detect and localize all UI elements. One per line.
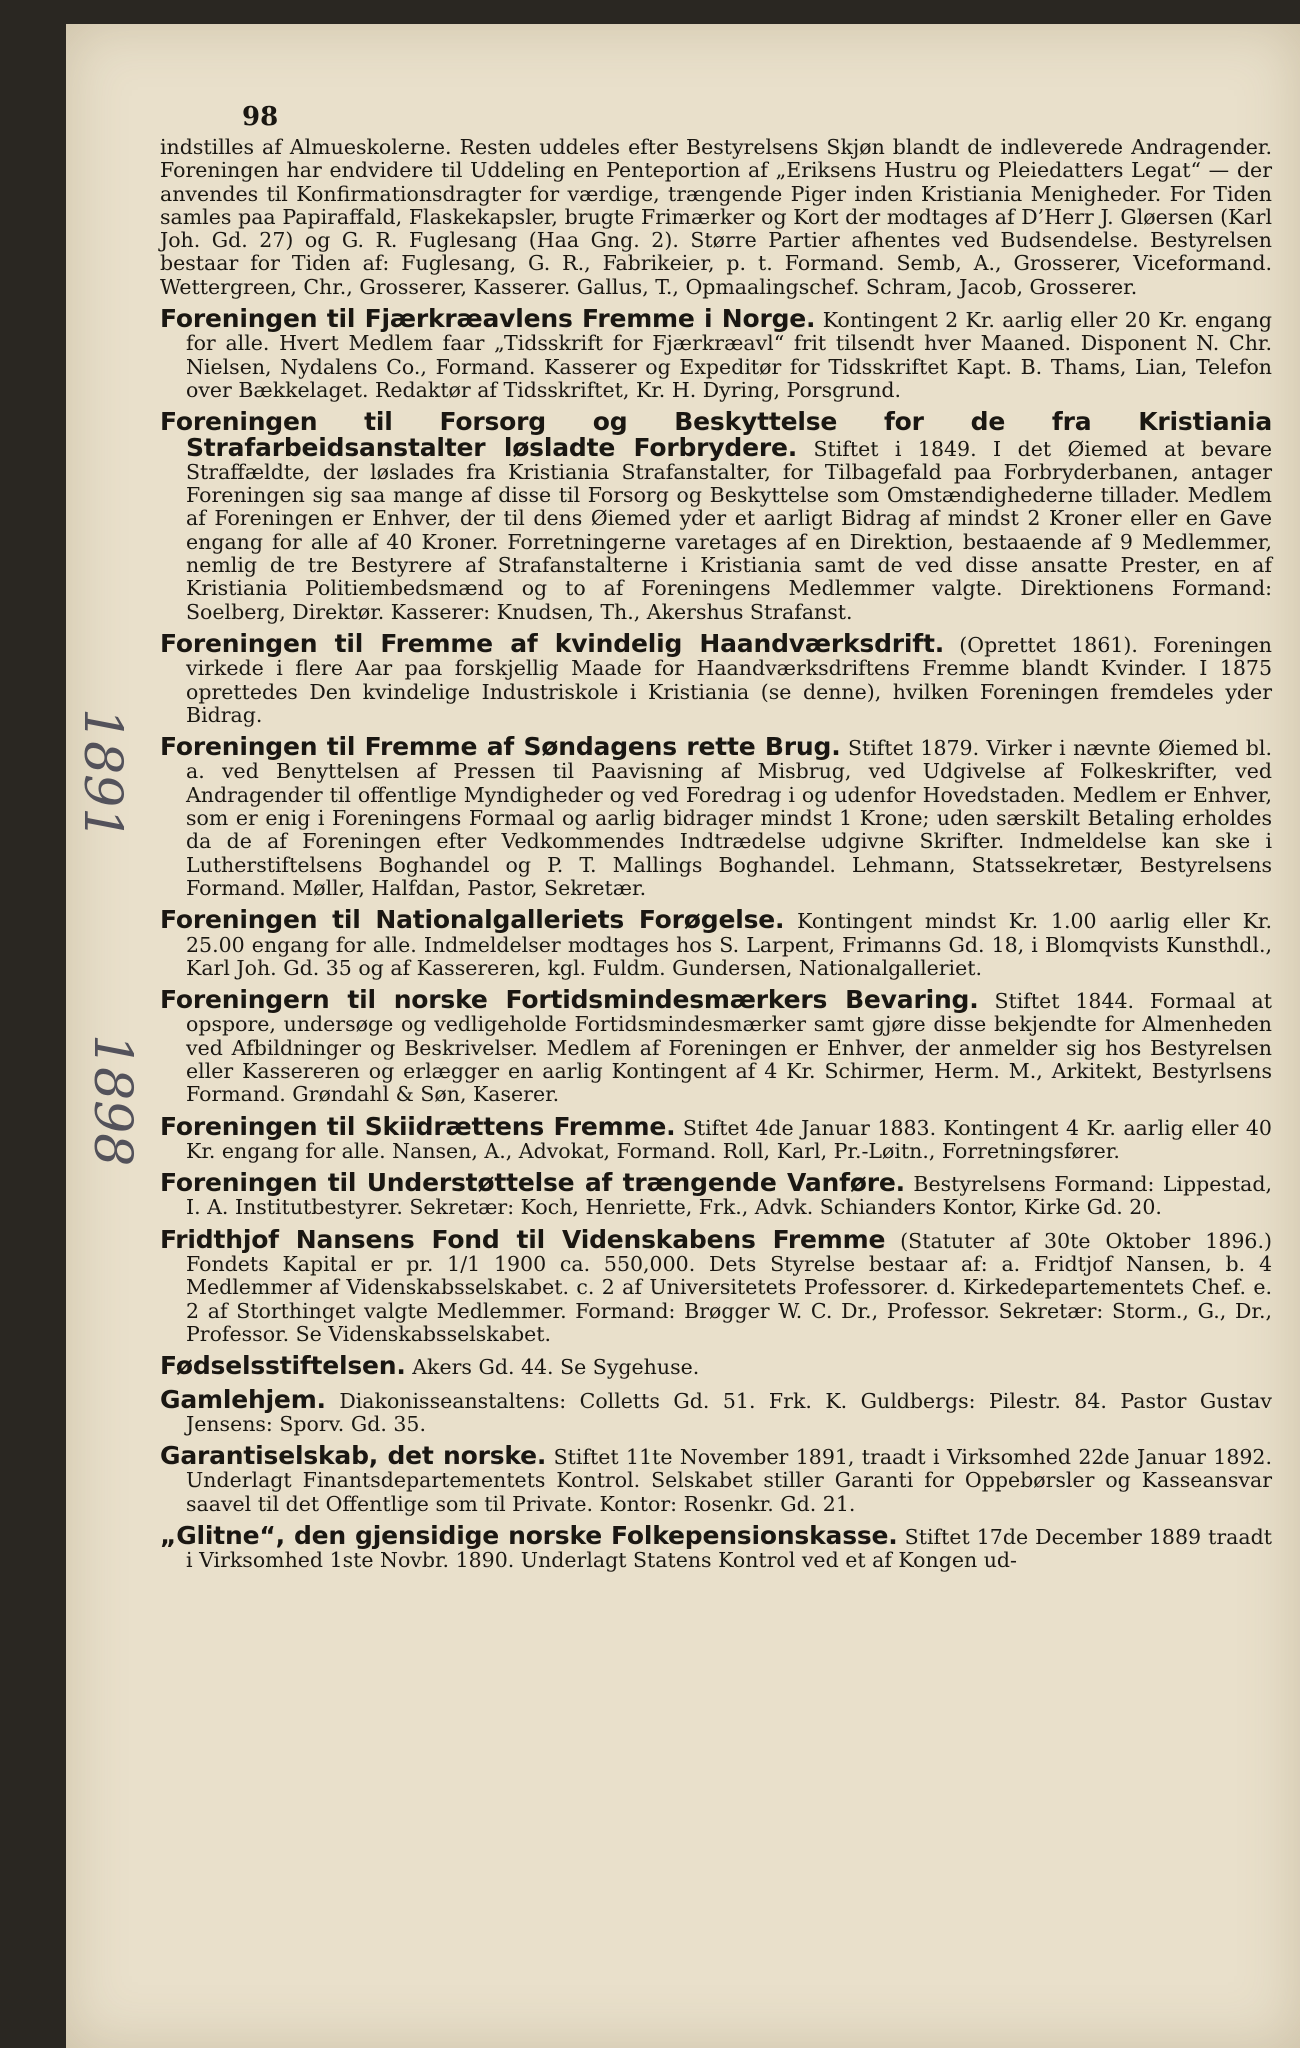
directory-entry	[160, 1111, 1272, 1164]
entry-continuation	[160, 136, 1272, 299]
entry-title: Foreningern til norske Fortidsmindesmærkers Bevaring.	[160, 985, 979, 1015]
directory-entry	[160, 732, 1272, 900]
entry-body: Stiftet 11te November 1891, traadt i Virksomhed 22de Januar 1892. Underlagt Finantsdepartementets Kontrol. Selskabet stiller Garanti for Oppebørsler og Kasseansvar saavel til det Offentlige som til Private. Kontor: Rosenkr. Gd. 21.	[186, 1445, 1272, 1516]
entry-title: Foreningen til Fremme af Søndagens rette Brug.	[160, 732, 841, 762]
entry-body: Stiftet 4de Januar 1883. Kontingent 4 Kr. aarlig eller 40 Kr. engang for alle. Nansen, A., Advokat, Formand. Roll, Karl, Pr.-Løitn., Forretningsfører.	[186, 1115, 1272, 1163]
entry-title: Garantiselskab, det norske.	[160, 1441, 547, 1471]
entry-title: Fødselsstiftelsen.	[160, 1351, 406, 1381]
entry-title: Foreningen til Fjærkræavlens Fremme i Norge.	[160, 304, 816, 334]
directory-entry	[160, 628, 1272, 727]
entry-body: Stiftet 1844. Formaal at opspore, undersøge og vedligeholde Fortidsmindesmærker samt gjøre disse bekjendte for Almenheden ved Afbildninger og Beskrivelser. Medlem af Foreningen er Enhver, der anmelder sig hos Bestyrelsen eller Kassereren og erlægger en aarlig Kontingent af 4 Kr. Schirmer, Herm. M., Arkitekt, Bestyrlsens Formand. Grøndahl & Søn, Kaserer.	[186, 989, 1272, 1107]
entry-title: Foreningen til Understøttelse af trængende Vanføre.	[160, 1168, 905, 1198]
entry-title: Foreningen til Skiidrættens Fremme.	[160, 1111, 676, 1141]
entry-body: (Statuter af 30te Oktober 1896.) Fondets Kapital er pr. 1/1 1900 ca. 550,000. Dets Styrelse bestaar af: a. Fridtjof Nansen, b. 4 Medlemmer af Videnskabsselskabet. c. 2 af Universitetets Professorer. d. Kirkedepartementets Chef. e. 2 af Storthinget valgte Medlemmer. Formand: Brøgger W. C. Dr., Professor. Sekretær: Storm., G., Dr., Professor. Se Videnskabsselskabet.	[186, 1228, 1272, 1346]
entry-body: indstilles af Almueskolerne. Resten uddeles efter Bestyrelsens Skjøn blandt de indleverede Andragender. Foreningen har endvidere til Uddeling en Penteportion af „Eriksens Hustru og Pleiedatters Legat“ — der anvendes til Konfirmationsdragter for værdige, trængende Piger inden Kristiania Menigheder. For Tiden samles paa Papiraffald, Flaskekapsler, brugte Frimærker og Kort der modtages af D’Herr J. Gløersen (Karl Joh. Gd. 27) og G. R. Fuglesang (Haa Gng. 2). Større Partier afhentes ved Budsendelse. Bestyrelsen bestaar for Tiden af: Fuglesang, G. R., Fabrikeier, p. t. Formand. Semb, A., Grosserer, Viceformand. Wettergreen, Chr., Grosserer, Kasserer. Gallus, T., Opmaalingschef. Schram, Jacob, Grosserer.	[160, 135, 1272, 299]
handwritten-annotation: 1898	[82, 1034, 142, 1167]
directory-entry	[160, 407, 1272, 624]
entry-body: (Oprettet 1861). Foreningen virkede i flere Aar paa forskjellig Maade for Haandværksdriftens Fremme blandt Kvinder. I 1875 oprettedes Den kvindelige Industriskole i Kristiania (se denne), hvilken Foreningen fremdeles yder Bidrag.	[186, 632, 1272, 727]
entry-body: Stiftet i 1849. I det Øiemed at bevare Straffældte, der løslades fra Kristiania Strafanstalter, for Tilbagefald paa Forbryderbanen, antager Foreningen sig saa mange af disse til Forsorg og Beskyttelse som Omstændighederne tillader. Medlem af Foreningen er Enhver, der til dens Øiemed yder et aarligt Bidrag af mindst 2 Kroner eller en Gave engang for alle af 40 Kroner. Forretningerne varetages af en Direktion, bestaaende af 9 Medlemmer, nemlig de tre Bestyrere af Strafanstalterne i Kristiania samt de ved disse ansatte Prester, en af Kristiania Politiembedsmænd og to af Foreningens Medlemmer valgte. Direktionens Formand: Soelberg, Direktør. Kasserer: Knudsen, Th., Akershus Strafanst.	[186, 436, 1272, 624]
entry-title: Foreningen til Nationalgalleriets Forøgelse.	[160, 905, 785, 935]
directory-entry	[160, 905, 1272, 980]
directory-entry	[160, 1168, 1272, 1220]
directory-entry	[160, 1351, 1272, 1381]
entry-body: Bestyrelsens Formand: Lippestad, I. A. Institutbestyrer. Sekretær: Koch, Henriette, Frk., Advk. Schianders Kontor, Kirke Gd. 20.	[186, 1172, 1272, 1220]
entry-body: Kontingent mindst Kr. 1.00 aarlig eller Kr. 25.00 engang for alle. Indmeldelser modtages hos S. Larpent, Frimanns Gd. 18, i Blomqvists Kunsthdl., Karl Joh. Gd. 35 og af Kassereren, kgl. Fuldm. Gundersen, Nationalgalleriet.	[186, 909, 1272, 980]
directory-entry	[160, 1384, 1272, 1437]
directory-entry	[160, 304, 1272, 402]
entry-body: Stiftet 1879. Virker i nævnte Øiemed bl. a. ved Benyttelsen af Pressen til Paavisning af Misbrug, ved Udgivelse af Folkeskrifter, ved Andragender til offentlige Myndigheder og ved Foredrag i og udenfor Hovedstaden. Medlem er Enhver, som er enig i Foreningens Formaal og aarlig bidrager mindst 1 Krone; uden særskilt Betaling erholdes da de af Foreningen efter Vedkommendes Indtrædelse udgivne Skrifter. Indmeldelse kan ske i Lutherstiftelsens Boghandel og P. T. Mallings Boghandel. Lehmann, Statssekretær, Bestyrelsens Formand. Møller, Halfdan, Pastor, Sekretær.	[186, 736, 1272, 900]
page-number: 98	[242, 102, 279, 132]
entry-body: Kontingent 2 Kr. aarlig eller 20 Kr. engang for alle. Hvert Medlem faar „Tidsskrift for Fjærkræavl“ frit tilsendt hver Maaned. Disponent N. Chr. Nielsen, Nydalens Co., Formand. Kasserer og Expeditør for Tidsskriftet Kapt. B. Thams, Lian, Telefon over Bækkelaget. Redaktør af Tidsskriftet, Kr. H. Dyring, Porsgrund.	[186, 308, 1272, 402]
directory-entry	[160, 1521, 1272, 1573]
entry-body: Diakonisseanstaltens: Colletts Gd. 51. Frk. K. Guldbergs: Pilestr. 84. Pastor Gustav Jensens: Sporv. Gd. 35.	[186, 1388, 1272, 1436]
handwritten-annotation: 1891	[72, 708, 132, 841]
directory-entry	[160, 1441, 1272, 1516]
entry-title: Foreningen til Forsorg og Beskyttelse for de fra Kristiania Strafarbeidsanstalter løsladte Forbrydere.	[160, 407, 1272, 462]
text-column	[160, 136, 1272, 1581]
entry-body: Akers Gd. 44. Se Sygehuse.	[412, 1355, 700, 1380]
entry-title: Gamlehjem.	[160, 1384, 326, 1414]
entry-body: Stiftet 17de December 1889 traadt i Virksomhed 1ste Novbr. 1890. Underlagt Statens Kontrol ved et af Kongen ud-	[186, 1525, 1272, 1573]
entry-title: Foreningen til Fremme af kvindelig Haandværksdrift.	[160, 628, 945, 658]
directory-entry	[160, 985, 1272, 1107]
entry-title: Fridthjof Nansens Fond til Videnskabens Fremme	[160, 1224, 886, 1254]
directory-entry	[160, 1224, 1272, 1346]
entry-title: „Glitne“, den gjensidige norske Folkepensionskasse.	[160, 1521, 898, 1551]
